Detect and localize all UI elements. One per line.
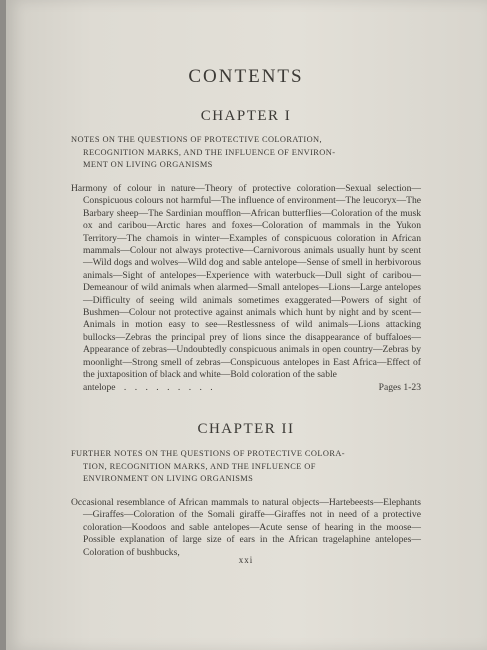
chapter-1-heading: CHAPTER I [200,108,292,124]
chapter-2-title-line: FURTHER NOTES ON THE QUESTIONS OF PROTECTIVE COLORA- [71,449,345,458]
chapter-1-title-line: RECOGNITION MARKS, AND THE INFLUENCE OF ENVIRON- [83,147,336,157]
chapter-1-title-line: NOTES ON THE QUESTIONS OF PROTECTIVE COLORATION, [71,135,322,144]
chapter-1-title [71,134,421,172]
chapter-2-title-line: TION, RECOGNITION MARKS, AND THE INFLUENCE OF [83,461,316,471]
chapter-2-title [71,448,421,486]
chapter-1-last-word: antelope [83,381,116,393]
chapter-1-pages-line [83,382,421,394]
chapter-1-summary [71,183,421,394]
chapter-2-title-line: ENVIRONMENT ON LIVING ORGANISMS [83,474,254,483]
book-page [6,0,487,650]
dot-leader: . . . . . . . . . [123,381,216,393]
chapter-1-pages: Pages 1-23 [378,381,421,393]
chapter-1-title-line: MENT ON LIVING ORGANISMS [83,160,213,169]
page-title: CONTENTS [188,66,304,87]
chapter-2-summary-text: Occasional resemblance of African mammals to natural objects—Hartebeests—Elephants—Giraffes—Coloration of the Somali giraffe—Giraffes not in need of a protective coloration—Koodoos and sable antelopes—Acute sense of hearing in the moose—Possible explanation of large size of ears in the African tragelaphine antelopes—Coloration of bushbucks, [71,497,421,558]
chapter-2-heading: CHAPTER II [197,421,295,437]
chapter-2-summary [71,497,421,559]
chapter-1-summary-text: Harmony of colour in nature—Theory of protective coloration—Sexual selection—Conspicuous colours not harmful—The influence of environment—The leucoryx—The Barbary sheep—The Sardinian moufflon—African butterflies—Coloration of the musk ox and caribou—Arctic hares and foxes—Coloration of mammals in the Yukon Territory—The chamois in winter—Examples of conspicuous coloration in African mammals—Colour not always protective—Carnivorous animals usually hunt by scent—Wild dogs and wolves—Wild dog and sable antelope—Sense of smell in herbivorous animals—Sight of antelopes—Experience with waterbuck—Dull sight of caribou—Demeanour of wild animals when alarmed—Small antelopes—Lions—Large antelopes—Difficulty of seeing wild animals sometimes exaggerated—Powers of sight of Bushmen—Colour not protective against animals which hunt by night and by scent—Animals in motion easy to see—Restlessness of wild animals—Lions attacking bullocks—Zebras the principal prey of lions since the disappearance of buffaloes—Appearance of zebras—Undoubtedly conspicuous animals in open country—Zebras by moonlight—Strong smell of zebras—Conspicuous antelopes in East Africa—Effect of the juxtaposition of black and white—Bold coloration of the sable [71,183,421,381]
page-number: xxi [238,555,254,565]
